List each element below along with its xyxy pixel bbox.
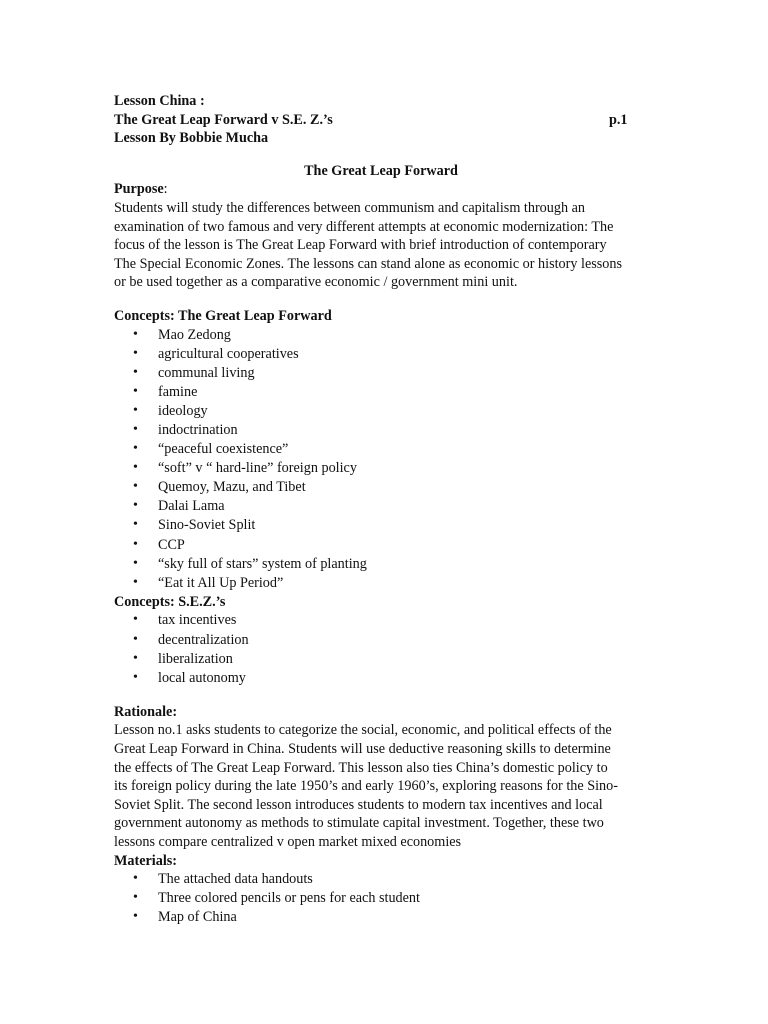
rationale-line: Great Leap Forward in China. Students will use deductive reasoning skills to determine	[114, 741, 611, 757]
materials-heading: Materials:	[114, 852, 178, 869]
list-item: • Three colored pencils or pens for each student	[114, 889, 654, 908]
rationale-line: Lesson no.1 asks students to categorize the social, economic, and political effects of the	[114, 722, 612, 739]
document-header	[114, 92, 654, 148]
concepts-sez-heading: Concepts: S.E.Z.’s	[114, 593, 226, 610]
concepts-glf-heading: Concepts: The Great Leap Forward	[114, 307, 332, 324]
list-item: • decentralization	[114, 631, 654, 650]
concepts-sez-section	[114, 593, 654, 688]
concepts-glf-section	[114, 307, 654, 593]
materials-list	[114, 870, 654, 927]
rationale-line: the effects of The Great Leap Forward. This lesson also ties China’s domestic policy to	[114, 759, 608, 776]
header-lesson-line: Lesson China :	[114, 93, 205, 109]
list-item: • Quemoy, Mazu, and Tibet	[114, 478, 654, 497]
rationale-line: Soviet Split. The second lesson introduces students to modern tax incentives and local	[114, 796, 603, 813]
list-item: • “peaceful coexistence”	[114, 440, 654, 459]
purpose-line: The Special Economic Zones. The lessons can stand alone as economic or history lessons	[114, 255, 622, 272]
list-item: • “Eat it All Up Period”	[114, 574, 654, 593]
rationale-line: lessons compare centralized v open market mixed economies	[114, 833, 462, 850]
document-title	[114, 162, 654, 181]
document-page	[114, 92, 654, 927]
list-item: • indoctrination	[114, 421, 654, 440]
list-item: • CCP	[114, 536, 654, 555]
purpose-line: focus of the lesson is The Great Leap Forward with brief introduction of contemporary	[114, 237, 607, 254]
purpose-heading: Purpose	[114, 181, 164, 198]
concepts-glf-list	[114, 326, 654, 593]
materials-section	[114, 852, 654, 928]
list-item: • agricultural cooperatives	[114, 345, 654, 364]
header-title-row	[114, 111, 654, 130]
list-item: • “sky full of stars” system of planting	[114, 555, 654, 574]
concepts-sez-list	[114, 611, 654, 687]
list-item: • Mao Zedong	[114, 326, 654, 345]
purpose-line: examination of two famous and very different attempts at economic modernization: The	[114, 218, 614, 235]
list-item: • liberalization	[114, 650, 654, 669]
list-item: • Map of China	[114, 908, 654, 927]
purpose-line: Students will study the differences between communism and capitalism through an	[114, 199, 585, 216]
purpose-section	[114, 180, 654, 292]
list-item: • ideology	[114, 402, 654, 421]
purpose-paragraph	[114, 199, 654, 292]
rationale-line: government autonomy as methods to stimulate capital investment. Together, these two	[114, 815, 604, 832]
rationale-line: its foreign policy during the late 1950’s and early 1960’s, exploring reasons for the Sino-	[114, 778, 618, 795]
list-item: • communal living	[114, 364, 654, 383]
list-item: • The attached data handouts	[114, 870, 654, 889]
header-lesson-title: The Great Leap Forward v S.E. Z.’s	[114, 111, 333, 128]
page-number: p.1	[609, 111, 628, 128]
rationale-heading: Rationale:	[114, 703, 178, 720]
list-item: • Dalai Lama	[114, 497, 654, 516]
list-item: • tax incentives	[114, 611, 654, 630]
list-item: • “soft” v “ hard-line” foreign policy	[114, 459, 654, 478]
rationale-paragraph	[114, 721, 654, 851]
list-item: • famine	[114, 383, 654, 402]
list-item: • Sino-Soviet Split	[114, 516, 654, 535]
purpose-heading-line	[114, 180, 654, 199]
purpose-colon: :	[163, 181, 168, 198]
list-item: • local autonomy	[114, 669, 654, 688]
rationale-section	[114, 703, 654, 852]
header-author: Lesson By Bobbie Mucha	[114, 130, 269, 147]
purpose-line: or be used together as a comparative economic / government mini unit.	[114, 274, 518, 291]
document-title-text: The Great Leap Forward	[304, 162, 458, 179]
